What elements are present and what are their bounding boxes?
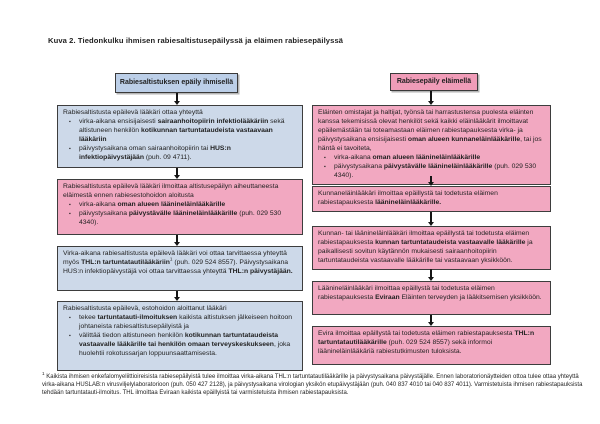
bullet-item: ▪ virka-aikana oman alueen läänineläinlääkärille xyxy=(69,200,226,208)
vet-notifies-doctor-box xyxy=(312,226,551,270)
paragraph: Rabiesaltistusta epäilevä, estohoidon aloittanut lääkäri xyxy=(63,305,227,312)
paragraph: Rabiesaltistusta epäilevä lääkäri ottaa yhteyttä xyxy=(63,109,203,116)
bullet-item: ▪ päivystysaikana oman sairaanhoitopiirin tai HUS:n infektiopäivystäjään (puh. 09 4711). xyxy=(69,144,231,161)
bullet-marker: ▪ xyxy=(69,332,71,339)
evira-thl-box xyxy=(312,326,551,365)
paragraph: Kunnaneläinlääkäri ilmoittaa epäillystä tai todetusta eläimen rabiestapauksesta läänineläinlääkärille. xyxy=(318,190,498,206)
doctor-contact-box xyxy=(57,105,303,168)
animal-owner-notification-box xyxy=(312,105,551,185)
paragraph: $^1$ Kaikista ihmisen enkefalomyeliittioireisista rabiesepäilyistä tulee ilmoittaa virka-aikana THL:n tartuntatautilääkärille ja päivystysaikana päivystäjälle. Ennen laboratorionäytteiden ottoa tulee ottaa yhteyttä virka-aikana HUSLAB:n virusviljelylaboratorioon (puh. 050 427 2128), ja päivystysaikana virologian yksikön etupäivystäjään (puh. 040 837 4010 tai 040 837 4011). Varmistetuista ihmisen rabiestapauksista tehdään tartuntatauti-ilmoitus. THL ilmoittaa Eviraan kaikista epäillyistä tai varmistetuista ihmisen rabiestapauksista. xyxy=(42,371,583,397)
municipal-vet-notification-box xyxy=(312,186,551,212)
bullet-marker: ▪ xyxy=(69,210,71,217)
bullet-marker: ▪ xyxy=(69,201,71,208)
bullet-item: ▪ päivystysaikana päivystävälle läänineläinlääkärille (puh. 029 530 4340). xyxy=(69,209,282,226)
bullet-item: ▪ tekee tartuntatauti-ilmoituksen kaikista altistuksen jälkeiseen hoitoon johtaneista rabiesaltistusepäilyistä ja xyxy=(69,313,293,330)
bullet-marker: ▪ xyxy=(69,145,71,152)
bullet-marker: ▪ xyxy=(69,118,71,125)
bullet-item: ▪ virka-aikana ensisijaisesti sairaanhoitopiirin infektiolääkäriin sekä altistuneen henkilön kotikunnan tartuntataudeista vastaavaan lääkäriin xyxy=(69,117,285,143)
footnote xyxy=(42,373,590,397)
paragraph: Virka-aikana rabiesaltistusta epäilevä lääkäri voi ottaa tarvittaessa yhteyttä myös THL:n tartuntatautilääkäriin$^1$ (puh. 029 524 8557). Päivystysaikana HUS:n infektiopäivystäjä voi ottaa tarvittaessa yhteyttä THL:n päivystäjään. xyxy=(63,250,293,275)
paragraph: Läänineläinlääkäri ilmoittaa epäillystä tai todetusta eläimen rabiestapauksesta Eviraan Eläinten terveyden ja lääkitsemisen yksikköön. xyxy=(318,285,542,301)
paragraph: Kunnan- tai läänineläinlääkäri ilmoittaa epäillystä tai todetusta eläimen rabiestapauksesta kunnan tartuntataudeista vastaavalle lääkärille ja paikallisesti sovitun käytännön mukaisesti sairaanhoitopiirin tartuntataudeista vastaavalle lääkärille tai vastaavaan yksikköön. xyxy=(318,230,533,264)
figure-title: Kuva 2. Tiedonkulku ihmisen rabiesaltistusepäilyssä ja eläimen rabiesepäilyssä xyxy=(48,36,344,45)
paragraph: Eläinten omistajat ja haltijat, työnsä tai harrastustensa puolesta eläinten kanssa tekemisissä olevat henkilöt sekä kaikki eläinlääkärit ilmoittavat epäilemästään tai toteamastaan eläimen rabiestapauksesta virka- ja päivystysaikana ensisijaisesti oman alueen kunnaneläinlääkärille, tai jos häntä ei tavoiteta, xyxy=(318,109,542,152)
animal-rabies-header: Rabiesepäily eläimellä xyxy=(390,73,478,91)
paragraph: Rabiesaltistusta epäilevä lääkäri ilmoittaa altistusepäilyn aiheuttaneesta eläimestä ennen rabiesestohoidon aloitusta xyxy=(63,183,279,199)
bullet-marker: ▪ xyxy=(324,154,326,161)
prophylaxis-doctor-box xyxy=(57,301,303,371)
paragraph: Evira ilmoittaa epäillystä tai todetusta eläimen rabiestapauksesta THL:n tartuntatautilääkärille (puh. 029 524 8557) sekä informoi läänineläinlääkäriä rabiestutkimusten tuloksista. xyxy=(318,330,535,355)
bullet-item: ▪ välittää tiedon altistuneen henkilön kotikunnan tartuntataudeista vastaavalle lääkärille tai henkilön omaan terveyskeskukseen, joka huolehtii rokotussarjan loppuunsaattamisesta. xyxy=(69,331,291,357)
doctor-notifies-vet-box xyxy=(57,179,303,235)
bullet-item: ▪ virka-aikana oman alueen läänineläinlääkärille xyxy=(324,153,481,161)
bullet-marker: ▪ xyxy=(69,314,71,321)
bullet-marker: ▪ xyxy=(324,163,326,170)
thl-contact-box xyxy=(57,246,303,291)
provincial-vet-evira-box xyxy=(312,281,551,315)
human-exposure-header: Rabiesaltistuksen epäily ihmisellä xyxy=(115,73,238,93)
bullet-item: ▪ päivystysaikana päivystävälle läänineläinlääkärille (puh. 029 530 4340). xyxy=(324,162,537,179)
